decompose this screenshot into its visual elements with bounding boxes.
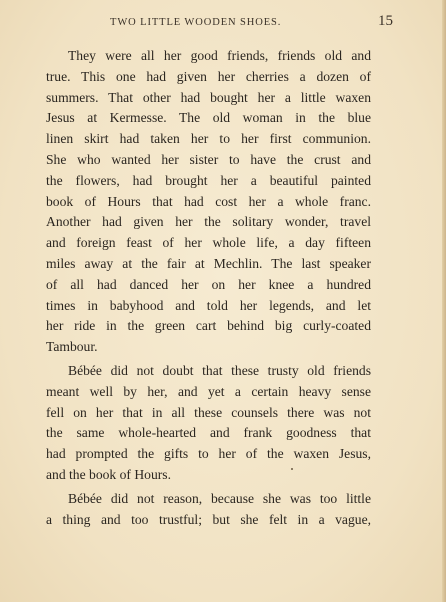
text-line: linen skirt had taken her to her first communion. <box>46 131 371 147</box>
text-line: fell on her that in all these counsels there was not <box>46 404 371 420</box>
text-line: Bébée did not reason, because she was too little <box>68 490 371 506</box>
body-text <box>46 46 371 530</box>
paper-speck <box>291 468 293 470</box>
text-line: book of Hours that had cost her a whole franc. <box>46 193 371 209</box>
text-line: Bébée did not doubt that these trusty old friends <box>68 362 371 378</box>
text-line: meant well by her, and yet a certain heavy sense <box>46 383 371 399</box>
text-line: Tambour. <box>46 339 98 355</box>
text-line: had prompted the gifts to her of the waxen Jesus, <box>46 446 371 462</box>
page-number: 15 <box>378 13 393 29</box>
text-line: times in babyhood and told her legends, and let <box>46 297 371 313</box>
running-head: TWO LITTLE WOODEN SHOES. <box>110 17 282 28</box>
text-line: her ride in the green cart behind big curly-coated <box>46 318 371 334</box>
text-line: miles away at the fair at Mechlin. The last speaker <box>46 255 371 271</box>
paragraph <box>46 489 371 531</box>
paragraph <box>46 361 371 486</box>
paragraph <box>46 46 371 358</box>
text-line: Another had given her the solitary wonder, travel <box>46 214 371 230</box>
text-line: and foreign feast of her whole life, a day fifteen <box>46 235 371 251</box>
text-line: and the book of Hours. <box>46 466 171 482</box>
text-line: Jesus at Kermesse. The old woman in the blue <box>46 110 371 126</box>
text-line: of all had danced her on her knee a hundred <box>46 276 371 292</box>
text-line: They were all her good friends, friends old and <box>68 48 371 63</box>
text-line: a thing and too trustful; but she felt in a vague, <box>46 511 371 527</box>
text-line: the flowers, had brought her a beautiful painted <box>46 172 371 188</box>
page-edge <box>442 0 446 602</box>
text-line: the same whole-hearted and frank goodness that <box>46 425 371 441</box>
text-line: true. This one had given her cherries a dozen of <box>46 68 371 84</box>
text-line: summers. That other had bought her a little waxen <box>46 89 371 105</box>
text-line: She who wanted her sister to have the crust and <box>46 151 371 167</box>
